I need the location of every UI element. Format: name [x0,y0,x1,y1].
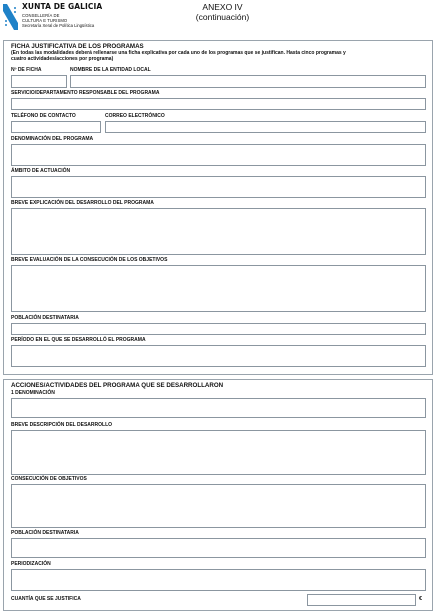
development-description-field[interactable] [11,430,426,475]
scope-label: ÁMBITO DE ACTUACIÓN [11,168,71,174]
target-population-label: POBLACIÓN DESTINATARIA [11,315,79,321]
program-name-label: DENOMINACIÓN DEL PROGRAMA [11,136,94,142]
xunta-logo-icon [3,4,18,30]
scheduling-field[interactable] [11,569,426,591]
section1-title: FICHA JUSTIFICATIVA DE LOS PROGRAMAS [11,43,144,50]
justified-amount-label: CUANTÍA QUE SE JUSTIFICA [11,596,81,602]
action-target-population-field[interactable] [11,538,426,558]
program-sheet-section [3,40,433,375]
logo-name: XUNTA DE GALICIA [22,2,103,11]
justified-amount-field[interactable] [307,594,416,606]
section1-note-line2: cuatro actividades/acciones por programa) [11,56,114,62]
objectives-evaluation-label: BREVE EVALUACIÓN DE LA CONSECUCIÓN DE LOS OBJETIVOS [11,257,168,263]
logo-secretariat: Secretaría Xeral de Política Lingüística [22,23,95,28]
action-target-population-label: POBLACIÓN DESTINATARIA [11,530,79,536]
development-explanation-label: BREVE EXPLICACIÓN DEL DESARROLLO DEL PROGRAMA [11,200,154,206]
period-field[interactable] [11,345,426,367]
phone-field[interactable] [11,121,101,133]
logo-text-block [22,3,102,28]
action-denomination-label: 1 DENOMINACIÓN [11,390,55,396]
objectives-achievement-field[interactable] [11,484,426,528]
scheduling-label: PERIODIZACIÓN [11,561,51,567]
development-explanation-field[interactable] [11,208,426,255]
program-name-field[interactable] [11,144,426,166]
email-field[interactable] [105,121,426,133]
phone-label: TELÉFONO DE CONTACTO [11,113,76,119]
sheet-number-field[interactable] [11,75,67,88]
entity-name-field[interactable] [70,75,426,88]
email-label: CORREO ELECTRÓNICO [105,113,165,119]
period-label: PERÍODO EN EL QUE SE DESARROLLÓ EL PROGRAMA [11,337,146,343]
program-actions-section [3,379,433,611]
target-population-field[interactable] [11,323,426,335]
logo-department-line1: CONSELLERÍA DE [22,13,60,18]
logo-department-line2: CULTURA E TURISMO [22,18,68,23]
objectives-achievement-label: CONSECUCIÓN DE OBJETIVOS [11,476,87,482]
objectives-evaluation-field[interactable] [11,265,426,312]
department-label: SERVICIO/DEPARTAMENTO RESPONSABLE DEL PROGRAMA [11,90,160,96]
action-denomination-field[interactable] [11,398,426,418]
section1-note-line1: (En todas las modalidades deberá rellenarse una ficha explicativa por cada uno de los programas que se justifican. Hasta cinco programas y [11,50,346,56]
development-description-label: BREVE DESCRIPCIÓN DEL DESARROLLO [11,422,113,428]
entity-name-label: NOMBRE DE LA ENTIDAD LOCAL [70,67,151,73]
page-header [0,0,437,38]
sheet-number-label: Nº DE FICHA [11,67,42,73]
annex-title: ANEXO IV [202,2,243,12]
section2-title: ACCIONES/ACTIVIDADES DEL PROGRAMA QUE SE DESARROLLARON [11,382,224,389]
currency-symbol: € [419,596,423,602]
annex-heading [180,3,265,22]
scope-field[interactable] [11,176,426,198]
annex-subtitle: (continuación) [195,11,250,22]
department-field[interactable] [11,98,426,110]
